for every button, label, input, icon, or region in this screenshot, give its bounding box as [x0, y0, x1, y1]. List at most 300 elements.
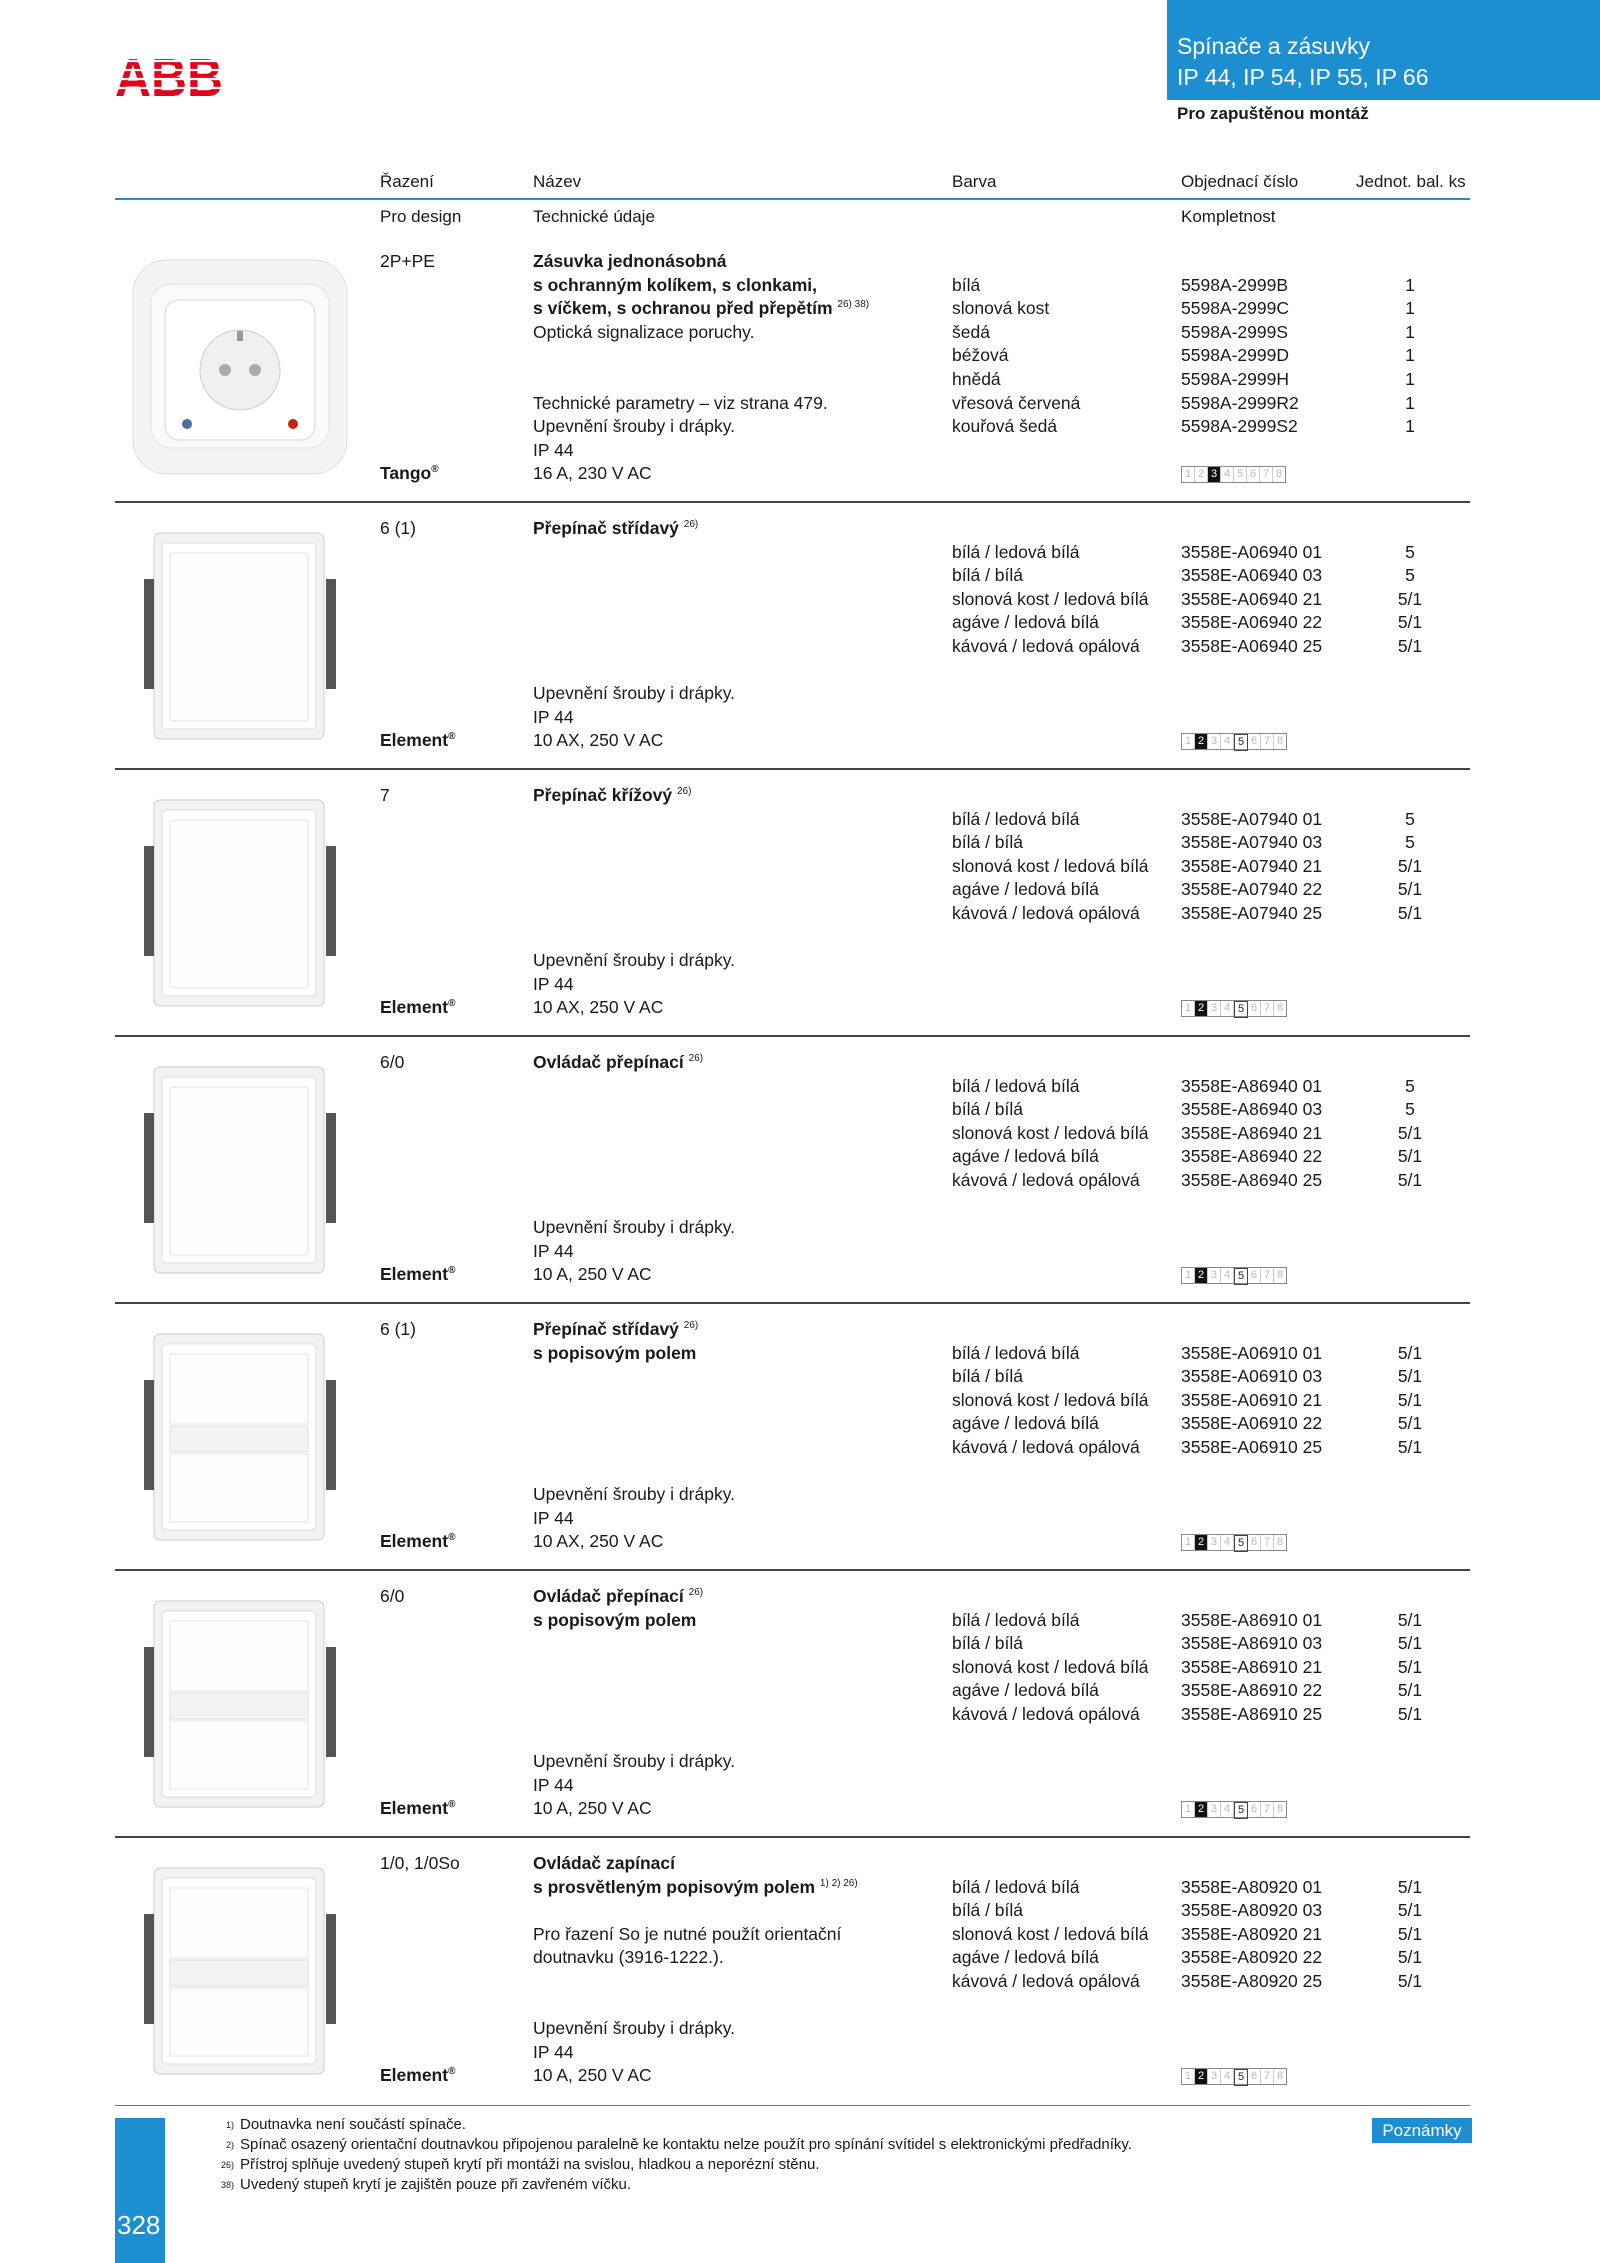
footnote-ref: 26)	[688, 1053, 704, 1065]
matrix-cell: 3	[1208, 734, 1221, 749]
matrix-cell: 5	[1234, 1001, 1248, 1018]
line-text: doutnavku (3916-1222.).	[533, 1947, 724, 1968]
section-title-box	[1167, 0, 1600, 100]
line-text: Ovládač zapínací	[533, 1853, 676, 1873]
line-text: s ochranným kolíkem, s clonkami,	[533, 274, 817, 295]
variant-color: agáve / ledová bílá	[952, 1146, 1099, 1167]
pack-quantity: 5/1	[1397, 855, 1423, 876]
matrix-cell: 5	[1234, 467, 1247, 482]
footnote	[210, 2155, 820, 2175]
razeni-value: 1/0, 1/0So	[380, 1853, 460, 1873]
pack-quantity: 5/1	[1397, 1437, 1423, 1457]
technical-detail	[533, 2041, 574, 2065]
product-name-line	[533, 1876, 858, 1900]
pack-quantity: 1	[1405, 345, 1415, 366]
line-text: s popisovým polem	[533, 1609, 697, 1630]
pack-quantity: 5/1	[1397, 1609, 1423, 1630]
matrix-cell: 1	[1182, 734, 1195, 749]
technical-detail	[533, 1923, 841, 1947]
pack-quantity: 5/1	[1397, 879, 1423, 900]
order-number: 3558E-A80920 21	[1181, 1923, 1323, 1944]
row-divider	[115, 1569, 1470, 1571]
variant-color: slonová kost / ledová bílá	[952, 855, 1149, 876]
technical-detail	[533, 682, 735, 706]
variant-color: slonová kost	[952, 298, 1050, 319]
line-text: IP 44	[533, 1774, 574, 1795]
line-text: Upevnění šrouby i drápky.	[533, 1751, 736, 1772]
pack-quantity: 5/1	[1397, 588, 1423, 609]
matrix-cell: 8	[1276, 1269, 1284, 1282]
switch-product-image	[140, 1587, 340, 1822]
footnote	[210, 2115, 466, 2135]
variant-color: bílá	[952, 274, 981, 295]
technical-detail	[533, 2017, 735, 2041]
pack-quantity: 1	[1405, 392, 1415, 413]
variant-color: slonová kost / ledová bílá	[952, 1656, 1149, 1677]
switch-product-image	[140, 1854, 340, 2089]
technical-detail	[533, 706, 574, 730]
footnote-text: Doutnavka není součástí spínače.	[240, 2116, 466, 2133]
order-number: 3558E-A86940 03	[1181, 1099, 1323, 1120]
footnote-mark: 26)	[220, 2160, 234, 2170]
order-number: 3558E-A07940 01	[1181, 808, 1323, 829]
razeni-value: 6/0	[380, 1586, 405, 1606]
product-name-line	[533, 784, 691, 808]
line-text: Technické parametry – viz strana 479.	[533, 392, 828, 413]
line-text: IP 44	[533, 973, 574, 994]
pack-quantity: 5/1	[1397, 1170, 1423, 1190]
matrix-cell: 2	[1195, 1001, 1208, 1016]
product-name-line	[533, 1342, 696, 1366]
razeni-value: 6/0	[380, 1052, 405, 1072]
variant-color: slonová kost / ledová bílá	[952, 588, 1149, 609]
registered-mark: ®	[448, 731, 456, 743]
row-divider	[115, 1035, 1470, 1037]
row-divider	[115, 1836, 1470, 1838]
matrix-cell: 3	[1208, 1535, 1221, 1550]
product-name-line	[533, 1852, 675, 1876]
line-text: Upevnění šrouby i drápky.	[533, 1484, 736, 1505]
completeness-matrix	[1181, 466, 1286, 483]
order-number: 3558E-A07940 03	[1181, 832, 1323, 853]
razeni-value: 6 (1)	[380, 1319, 416, 1339]
pack-quantity: 1	[1405, 274, 1415, 295]
design-line-name	[380, 462, 439, 486]
variant-color: bílá / bílá	[952, 565, 1024, 586]
order-number: 3558E-A86910 03	[1181, 1633, 1323, 1654]
matrix-cell: 2	[1195, 1268, 1208, 1283]
variant-color: bílá / bílá	[952, 1099, 1024, 1120]
col-pro-design: Pro design	[380, 207, 462, 226]
order-number: 5598A-2999D	[1181, 345, 1289, 366]
col-nazev: Název	[533, 172, 582, 191]
order-number: 3558E-A86940 01	[1181, 1075, 1323, 1096]
order-number: 3558E-A06910 03	[1181, 1366, 1323, 1387]
design-name: Element	[380, 1531, 449, 1552]
order-number: 3558E-A06940 25	[1181, 636, 1323, 656]
line-text: s prosvětleným popisovým polem	[533, 1876, 816, 1897]
line-text: IP 44	[533, 439, 574, 460]
pack-quantity: 5	[1405, 1075, 1415, 1096]
matrix-cell: 5	[1234, 1802, 1248, 1819]
matrix-cell: 7	[1261, 1535, 1274, 1550]
variant-color: kávová / ledová opálová	[952, 1437, 1140, 1457]
pack-quantity: 5/1	[1397, 1947, 1423, 1968]
variant-color: šedá	[952, 321, 990, 342]
matrix-cell: 2	[1195, 1535, 1208, 1550]
pack-quantity: 5/1	[1397, 1146, 1423, 1167]
matrix-cell: 3	[1208, 467, 1221, 482]
variant-color: kávová / ledová opálová	[952, 636, 1140, 656]
order-number: 3558E-A86940 21	[1181, 1122, 1323, 1143]
product-name-line	[533, 1051, 703, 1075]
line-text: IP 44	[533, 2041, 574, 2062]
matrix-cell: 4	[1221, 2069, 1234, 2084]
technical-detail	[533, 321, 754, 345]
matrix-cell: 4	[1221, 734, 1234, 749]
technical-detail	[533, 1263, 652, 1287]
order-number: 3558E-A86940 22	[1181, 1146, 1323, 1167]
razeni-value: 7	[380, 785, 390, 805]
pack-quantity: 5/1	[1397, 1413, 1423, 1434]
pack-quantity: 5	[1405, 1099, 1415, 1120]
registered-mark: ®	[448, 1799, 456, 1811]
abb-logo	[115, 50, 225, 105]
order-number: 3558E-A06940 22	[1181, 612, 1323, 633]
variant-color: bílá / bílá	[952, 832, 1024, 853]
pack-quantity: 1	[1405, 298, 1415, 319]
row-divider	[115, 768, 1470, 770]
variant-color: bílá / ledová bílá	[952, 1609, 1080, 1630]
order-number: 3558E-A06940 21	[1181, 588, 1323, 609]
line-text: Přepínač střídavý	[533, 518, 679, 538]
completeness-matrix	[1181, 1801, 1287, 1818]
svg-text:ABB: ABB	[115, 50, 223, 100]
line-text: Pro řazení So je nutné použít orientační	[533, 1923, 842, 1944]
line-text: Optická signalizace poruchy.	[533, 321, 755, 342]
footnote-ref: 26) 38)	[837, 299, 870, 311]
technical-detail	[533, 996, 663, 1020]
matrix-cell: 7	[1260, 467, 1273, 482]
matrix-cell: 4	[1221, 1268, 1234, 1283]
variant-color: agáve / ledová bílá	[952, 1947, 1099, 1968]
variant-color: kávová / ledová opálová	[952, 1971, 1140, 1991]
order-number: 3558E-A80920 03	[1181, 1900, 1323, 1921]
pack-quantity: 5	[1405, 565, 1415, 586]
order-number: 3558E-A06910 21	[1181, 1389, 1323, 1410]
technical-detail	[533, 973, 574, 997]
variant-color: slonová kost / ledová bílá	[952, 1122, 1149, 1143]
matrix-cell: 2	[1195, 1802, 1208, 1817]
footnote-text: Přístroj splňuje uvedený stupeň krytí při montáži na svislou, hladkou a neporézní stěnu.	[240, 2156, 820, 2173]
technical-detail	[533, 1774, 574, 1798]
line-text: Upevnění šrouby i drápky.	[533, 416, 736, 437]
footer-rule	[115, 2105, 1470, 2106]
pack-quantity: 5/1	[1397, 1656, 1423, 1677]
pack-quantity: 5/1	[1397, 1342, 1423, 1363]
col-kompletnost: Kompletnost	[1181, 207, 1276, 226]
pack-quantity: 1	[1405, 321, 1415, 342]
variant-color: bílá / ledová bílá	[952, 808, 1080, 829]
matrix-cell: 1	[1182, 467, 1195, 482]
section-title: Spínače a zásuvky	[1177, 33, 1371, 59]
order-number: 3558E-A06940 01	[1181, 541, 1323, 562]
matrix-cell: 8	[1276, 1002, 1284, 1015]
notes-label: Poznámky	[1372, 2118, 1472, 2143]
matrix-cell: 8	[1275, 468, 1283, 481]
matrix-cell: 6	[1248, 1268, 1261, 1283]
switch-product-image	[140, 519, 340, 754]
matrix-cell: 1	[1182, 1001, 1195, 1016]
pack-quantity: 5/1	[1397, 1366, 1423, 1387]
design-name: Element	[380, 1798, 449, 1819]
matrix-cell: 5	[1234, 734, 1248, 751]
pack-quantity: 1	[1405, 416, 1415, 437]
matrix-cell: 2	[1195, 734, 1208, 749]
order-number: 3558E-A07940 25	[1181, 903, 1323, 923]
technical-detail	[533, 1946, 724, 1970]
variant-color: kávová / ledová opálová	[952, 1704, 1140, 1724]
completeness-matrix	[1181, 1534, 1287, 1551]
order-number: 3558E-A86910 25	[1181, 1704, 1323, 1724]
design-line-name	[380, 2064, 455, 2088]
matrix-cell: 8	[1276, 2070, 1284, 2083]
variant-color: kávová / ledová opálová	[952, 1170, 1140, 1190]
matrix-cell: 7	[1261, 1802, 1274, 1817]
row-divider	[115, 1302, 1470, 1304]
product-name-line	[533, 250, 727, 274]
page-number-box	[115, 2118, 165, 2263]
matrix-cell: 4	[1221, 1535, 1234, 1550]
footnote-ref: 26)	[683, 519, 699, 531]
product-name-line	[533, 274, 817, 298]
col-objednaci-cislo: Objednací číslo	[1181, 172, 1299, 191]
pack-quantity: 5/1	[1397, 1633, 1423, 1654]
order-number: 3558E-A86940 25	[1181, 1170, 1323, 1190]
matrix-cell: 3	[1208, 2069, 1221, 2084]
footnote-mark: 38)	[220, 2180, 234, 2190]
line-text: Přepínač střídavý	[533, 1319, 679, 1339]
pack-quantity: 5/1	[1397, 903, 1423, 923]
col-technicke-udaje: Technické údaje	[533, 207, 655, 226]
technical-detail	[533, 439, 574, 463]
matrix-cell: 3	[1208, 1268, 1221, 1283]
matrix-cell: 6	[1248, 1802, 1261, 1817]
pack-quantity: 5/1	[1397, 1122, 1423, 1143]
pack-quantity: 5/1	[1397, 1971, 1423, 1991]
design-line-name	[380, 1263, 455, 1287]
variant-color: slonová kost / ledová bílá	[952, 1923, 1149, 1944]
line-text: 10 A, 250 V AC	[533, 1798, 652, 1819]
pack-quantity: 5	[1405, 541, 1415, 562]
registered-mark: ®	[448, 2066, 456, 2078]
registered-mark: ®	[448, 998, 456, 1010]
pack-quantity: 5/1	[1397, 1704, 1423, 1724]
order-number: 5598A-2999C	[1181, 298, 1289, 319]
matrix-cell: 3	[1208, 1802, 1221, 1817]
col-jednot-bal: Jednot. bal. ks	[1356, 172, 1466, 191]
variant-color: bílá / ledová bílá	[952, 1876, 1080, 1897]
col-barva: Barva	[952, 172, 997, 191]
variant-color: agáve / ledová bílá	[952, 1680, 1099, 1701]
matrix-cell: 7	[1261, 734, 1274, 749]
technical-detail	[533, 1240, 574, 1264]
pack-quantity: 1	[1405, 369, 1415, 389]
line-text: Zásuvka jednonásobná	[533, 251, 727, 271]
footnote-ref: 1) 2) 26)	[819, 1877, 858, 1889]
line-text: 10 A, 250 V AC	[533, 2065, 652, 2086]
technical-detail	[533, 1507, 574, 1531]
line-text: Ovládač přepínací	[533, 1052, 684, 1072]
line-text: Ovládač přepínací	[533, 1586, 684, 1606]
line-text: 10 A, 250 V AC	[533, 1264, 652, 1285]
matrix-cell: 6	[1248, 1001, 1261, 1016]
matrix-cell: 6	[1248, 2069, 1261, 2084]
order-number: 5598A-2999H	[1181, 369, 1289, 389]
line-text: 10 AX, 250 V AC	[533, 730, 664, 751]
matrix-cell: 4	[1221, 1001, 1234, 1016]
order-number: 3558E-A07940 22	[1181, 879, 1323, 900]
footnote-ref: 26)	[683, 1320, 699, 1332]
product-name-line	[533, 1318, 698, 1342]
pack-quantity: 5/1	[1397, 1389, 1423, 1410]
technical-detail	[533, 1483, 735, 1507]
matrix-cell: 4	[1221, 1802, 1234, 1817]
pack-quantity: 5	[1405, 832, 1415, 853]
line-text: IP 44	[533, 1240, 574, 1261]
registered-mark: ®	[448, 1532, 456, 1544]
order-number: 3558E-A86910 01	[1181, 1609, 1323, 1630]
matrix-cell: 4	[1221, 467, 1234, 482]
line-text: s víčkem, s ochranou před přepětím	[533, 298, 833, 319]
variant-color: bílá / bílá	[952, 1366, 1024, 1387]
footnote	[210, 2175, 631, 2195]
technical-detail	[533, 1750, 735, 1774]
variant-color: vřesová červená	[952, 392, 1081, 413]
order-number: 3558E-A80920 25	[1181, 1971, 1323, 1991]
design-name: Tango	[380, 463, 432, 484]
variant-color: béžová	[952, 345, 1009, 366]
pack-quantity: 5/1	[1397, 1876, 1423, 1897]
razeni-value: 2P+PE	[380, 251, 435, 271]
variant-color: bílá / ledová bílá	[952, 1075, 1080, 1096]
footnote-text: Uvedený stupeň krytí je zajištěn pouze při zavřeném víčku.	[240, 2176, 632, 2193]
matrix-cell: 5	[1234, 1268, 1248, 1285]
technical-detail	[533, 1797, 652, 1821]
product-name-line	[533, 1585, 703, 1609]
matrix-cell: 6	[1248, 734, 1261, 749]
order-number: 3558E-A80920 22	[1181, 1947, 1323, 1968]
variant-color: hnědá	[952, 369, 1001, 389]
line-text: 10 AX, 250 V AC	[533, 1531, 664, 1552]
product-name-line	[533, 1609, 696, 1633]
line-text: 10 AX, 250 V AC	[533, 997, 664, 1018]
technical-detail	[533, 1216, 735, 1240]
order-number: 3558E-A80920 01	[1181, 1876, 1323, 1897]
variant-color: bílá / bílá	[952, 1633, 1024, 1654]
matrix-cell: 1	[1182, 1535, 1195, 1550]
order-number: 3558E-A06910 22	[1181, 1413, 1323, 1434]
order-number: 3558E-A86910 22	[1181, 1680, 1323, 1701]
line-text: IP 44	[533, 706, 574, 727]
technical-detail	[533, 1530, 663, 1554]
order-number: 5598A-2999B	[1181, 274, 1289, 295]
line-text: Přepínač křížový	[533, 785, 673, 805]
variant-color: kávová / ledová opálová	[952, 903, 1140, 923]
footnote-mark: 1)	[225, 2120, 234, 2130]
order-number: 5598A-2999S	[1181, 321, 1289, 342]
variant-color: slonová kost / ledová bílá	[952, 1389, 1149, 1410]
pack-quantity: 5/1	[1397, 636, 1423, 656]
page-number: 328	[117, 2210, 161, 2240]
switch-product-image	[140, 786, 340, 1021]
technical-detail	[533, 2064, 652, 2088]
matrix-cell: 5	[1234, 1535, 1248, 1552]
line-text: Upevnění šrouby i drápky.	[533, 2018, 736, 2039]
registered-mark: ®	[448, 1265, 456, 1277]
pack-quantity: 5	[1405, 808, 1415, 829]
line-text: IP 44	[533, 1507, 574, 1528]
variant-color: agáve / ledová bílá	[952, 1413, 1099, 1434]
section-subtitle-ip: IP 44, IP 54, IP 55, IP 66	[1177, 64, 1429, 90]
technical-detail	[533, 392, 828, 416]
variant-color: agáve / ledová bílá	[952, 879, 1099, 900]
technical-detail	[533, 729, 663, 753]
socket-product-image	[125, 252, 355, 487]
registered-mark: ®	[431, 464, 439, 476]
product-name-line	[533, 517, 698, 541]
pack-quantity: 5/1	[1397, 1900, 1423, 1921]
footnote-ref: 26)	[688, 1587, 704, 1599]
matrix-cell: 6	[1247, 467, 1260, 482]
variant-color: bílá / bílá	[952, 1900, 1024, 1921]
matrix-cell: 7	[1261, 2069, 1274, 2084]
footnote-text: Spínač osazený orientační doutnavkou připojenou paralelně ke kontaktu nelze použít pro spínání svítidel s elektronickými předřadníky.	[240, 2136, 1132, 2153]
variant-color: bílá / ledová bílá	[952, 541, 1080, 562]
matrix-cell: 5	[1234, 2069, 1248, 2086]
order-number: 3558E-A07940 21	[1181, 855, 1323, 876]
matrix-cell: 7	[1261, 1268, 1274, 1283]
matrix-cell: 2	[1195, 2069, 1208, 2084]
line-text: 16 A, 230 V AC	[533, 463, 652, 484]
matrix-cell: 1	[1182, 2069, 1195, 2084]
design-line-name	[380, 1530, 455, 1554]
footnote-ref: 26)	[676, 786, 692, 798]
header-rule	[115, 198, 1470, 200]
order-number: 3558E-A86910 21	[1181, 1656, 1323, 1677]
order-number: 3558E-A06940 03	[1181, 565, 1323, 586]
matrix-cell: 8	[1276, 1803, 1284, 1816]
order-number: 3558E-A06910 25	[1181, 1437, 1323, 1457]
completeness-matrix	[1181, 1267, 1287, 1284]
matrix-cell: 1	[1182, 1802, 1195, 1817]
design-line-name	[380, 729, 455, 753]
line-text: s popisovým polem	[533, 1342, 697, 1363]
design-line-name	[380, 996, 455, 1020]
footnote	[210, 2135, 1132, 2155]
matrix-cell: 7	[1261, 1001, 1274, 1016]
matrix-cell: 8	[1276, 1536, 1284, 1549]
matrix-cell: 1	[1182, 1268, 1195, 1283]
matrix-cell: 2	[1195, 467, 1208, 482]
switch-product-image	[140, 1320, 340, 1555]
technical-detail	[533, 949, 735, 973]
line-text: Upevnění šrouby i drápky.	[533, 1217, 736, 1238]
design-line-name	[380, 1797, 455, 1821]
completeness-matrix	[1181, 2068, 1287, 2085]
pack-quantity: 5/1	[1397, 1923, 1423, 1944]
variant-color: agáve / ledová bílá	[952, 612, 1099, 633]
